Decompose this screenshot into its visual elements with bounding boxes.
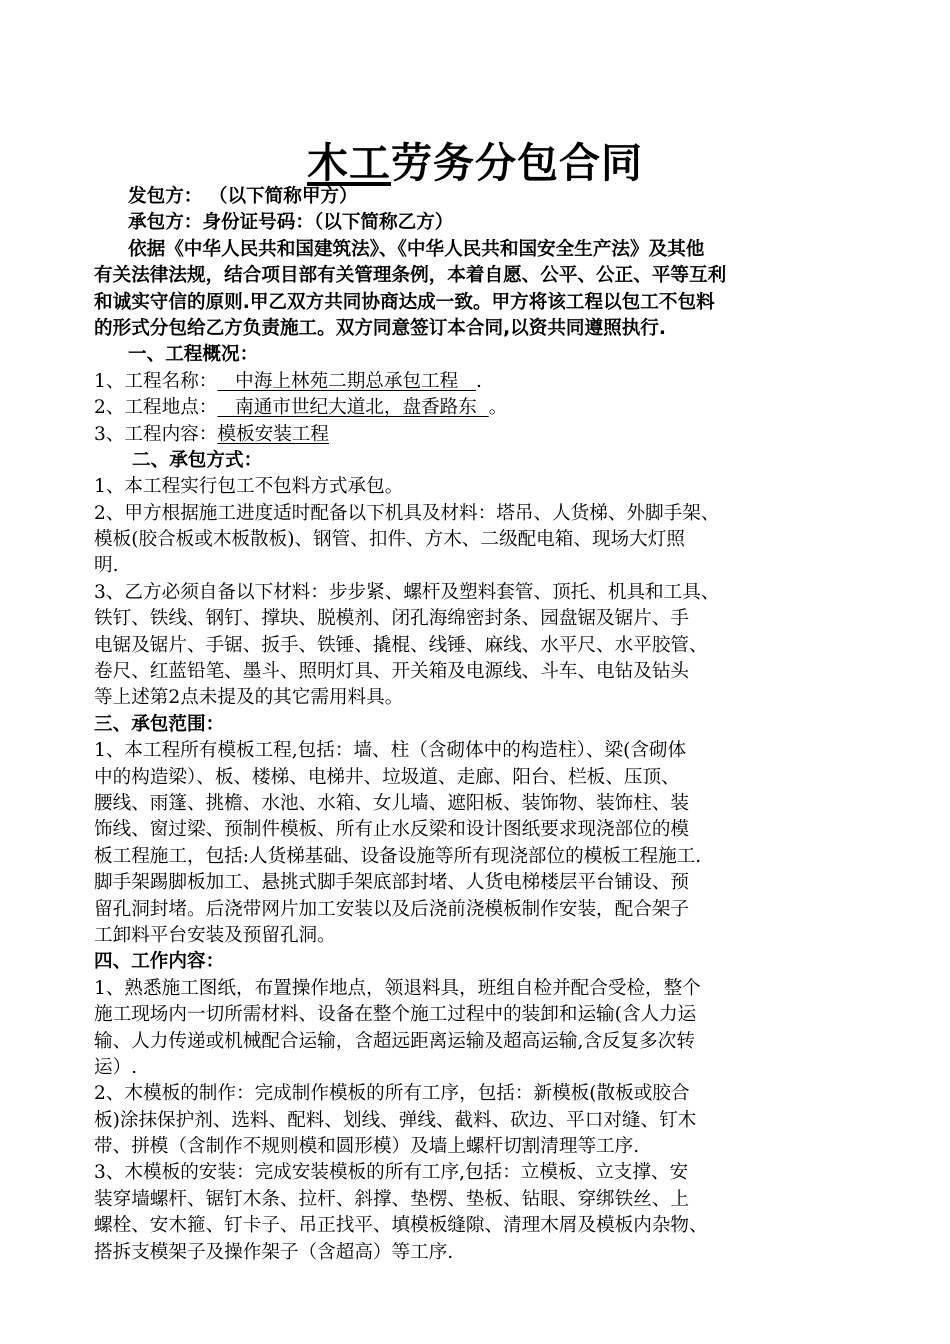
section3-line: 腰线、雨篷、挑檐、水池、水箱、女儿墙、遮阳板、装饰物、装饰柱、装	[94, 792, 690, 814]
section2-text	[94, 474, 876, 712]
project-name-value: 中海上林苑二期总承包工程	[217, 370, 476, 392]
section4-line: 螺栓、安木箍、钉卡子、吊正找平、填模板缝隙、清理木屑及模板内杂物、	[94, 1215, 708, 1237]
intro-line: 有关法律法规，结合项目部有关管理条例，本着自愿、公平、公正、平等互利	[94, 265, 727, 287]
project-name-end: .	[476, 370, 482, 392]
project-location-line	[94, 395, 876, 421]
document-title	[0, 136, 950, 190]
section4-line: 1、熟悉施工图纸，布置操作地点，领退料具，班组自检并配合受检，整个	[94, 977, 701, 999]
section4-line: 板)涂抹保护剂、选料、配料、划线、弹线、截料、砍边、平口对缝、钉木	[94, 1109, 697, 1131]
section2-line: 1、本工程实行包工不包料方式承包。	[94, 476, 404, 498]
title-underlined-part: 木工	[307, 139, 391, 187]
project-name-line	[94, 369, 876, 395]
section4-line: 装穿墙螺杆、锯钉木条、拉杆、斜撑、垫楞、垫板、钻眼、穿绑铁丝、上	[94, 1188, 690, 1210]
section3-line: 工卸料平台安装及预留孔洞。	[94, 924, 336, 946]
section4-line: 2、木模板的制作：完成制作模板的所有工序，包括：新模板(散板或胶合	[94, 1083, 690, 1105]
project-location-label: 2、工程地点：	[94, 397, 218, 419]
section2-line: 卷尺、红蓝铅笔、墨斗、照明灯具、开关箱及电源线、斗车、电钻及钻头	[94, 661, 690, 683]
section3-line: 饰线、窗过梁、预制件模板、所有止水反梁和设计图纸要求现浇部位的模	[94, 819, 690, 841]
section4-line: 运）.	[94, 1056, 138, 1078]
project-name-label: 1、工程名称：	[94, 370, 218, 392]
section3-heading: 三、承包范围：	[94, 713, 225, 735]
project-location-end: 。	[488, 397, 508, 419]
title-rest: 劳务分包合同	[391, 139, 643, 187]
section4-heading: 四、工作内容：	[94, 951, 225, 973]
section3-line: 脚手架踢脚板加工、悬挑式脚手架底部封堵、人货电梯楼层平台铺设、预	[94, 872, 690, 894]
section3-line: 中的构造梁）、板、楼梯、电梯井、垃圾道、走廊、阳台、栏板、压顶、	[94, 766, 680, 788]
project-content-value: 模板安装工程	[217, 423, 329, 445]
section2-line: 3、乙方必须自备以下材料：步步紧、螺杆及塑料套管、顶托、机具和工具、	[94, 581, 720, 603]
section2-line: 2、甲方根据施工进度适时配备以下机具及材料：塔吊、人货梯、外脚手架、	[94, 502, 720, 524]
section2-line: 等上述第2点未提及的其它需用料具。	[94, 687, 404, 709]
project-content-line	[94, 422, 876, 448]
section4-line: 施工现场内一切所需材料、设备在整个施工过程中的装卸和运输(含人力运	[94, 1004, 697, 1026]
section2-line: 明.	[94, 555, 119, 577]
section2-line: 电锯及锯片、手锯、扳手、铁锤、撬棍、线锤、麻线、水平尺、水平胶管、	[94, 634, 708, 656]
employer-line: 发包方： （以下简称甲方）	[128, 186, 358, 207]
section3-line: 留孔洞封堵。后浇带网片加工安装以及后浇前浇模板制作安装，配合架子	[94, 898, 690, 920]
project-location-value: 南通市世纪大道北，盘香路东	[217, 397, 489, 419]
intro-line: 依据《中华人民共和国建筑法》、《中华人民共和国安全生产法》及其他	[128, 238, 705, 260]
section3-text	[94, 738, 876, 949]
intro-paragraph	[94, 237, 876, 343]
section4-text	[94, 976, 876, 1266]
section2-line: 铁钉、铁线、钢钉、撑块、脱模剂、闭孔海绵密封条、园盘锯及锯片、手	[94, 608, 690, 630]
section4-line: 输、人力传递或机械配合运输，含超远距离运输及超高运输,含反复多次转	[94, 1030, 695, 1052]
project-content-label: 3、工程内容：	[94, 423, 218, 445]
section3-line: 板工程施工，包括:人货梯基础、设备设施等所有现浇部位的模板工程施工.	[94, 845, 702, 867]
contractor-line: 承包方：身份证号码：（以下简称乙方）	[128, 212, 454, 234]
section4-line: 搭拆支模架子及操作架子（含超高）等工序.	[94, 1241, 454, 1263]
section4-line: 3、木模板的安装：完成安装模板的所有工序,包括：立模板、立支撑、安	[94, 1162, 689, 1184]
section3-line: 1、本工程所有模板工程,包括：墙、柱（含砌体中的构造柱）、梁(含砌体	[94, 740, 687, 762]
section2-heading: 二、承包方式：	[132, 449, 263, 471]
intro-line: 和诚实守信的原则.甲乙双方共同协商达成一致。甲方将该工程以包工不包料	[94, 291, 715, 313]
intro-line: 的形式分包给乙方负责施工。双方同意签订本合同,以资共同遵照执行.	[94, 317, 666, 339]
section4-line: 带、拼模（含制作不规则模和圆形模）及墙上螺杆切割清理等工序.	[94, 1136, 640, 1158]
section2-line: 模板(胶合板或木板散板)、钢管、扣件、方木、二级配电箱、现场大灯照	[94, 529, 685, 551]
section1-heading: 一、工程概况：	[128, 344, 259, 366]
contract-body	[94, 184, 876, 1266]
